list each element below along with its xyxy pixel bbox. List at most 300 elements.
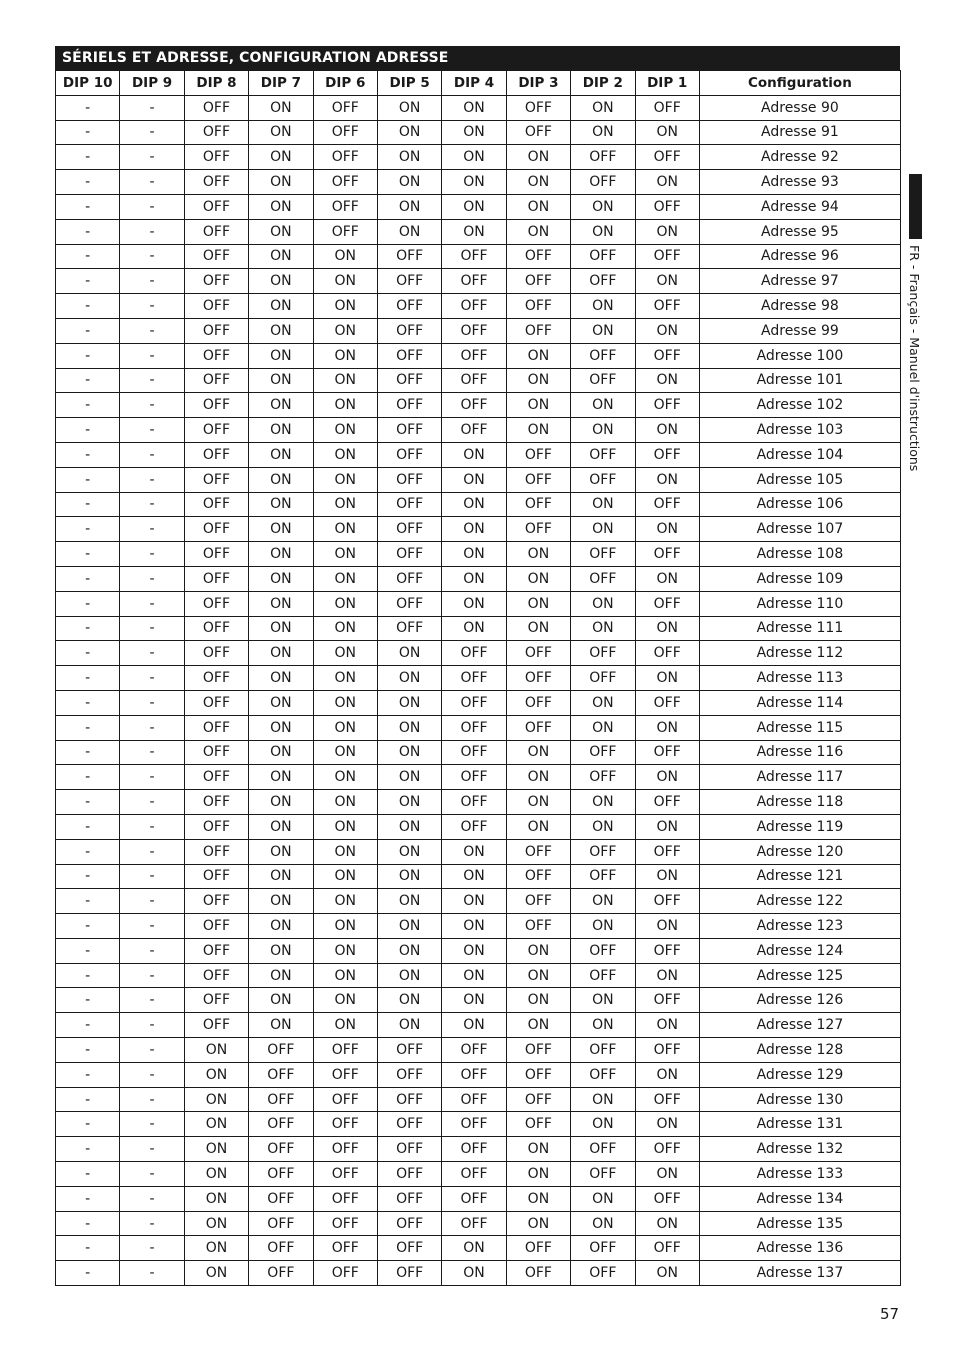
- table-row: [56, 1112, 901, 1137]
- dip-cell: ON: [313, 542, 377, 567]
- dip-cell: OFF: [184, 914, 248, 939]
- dip-cell: ON: [506, 542, 570, 567]
- table-row: [56, 467, 901, 492]
- dip-cell: -: [56, 467, 120, 492]
- dip-cell: -: [56, 492, 120, 517]
- configuration-cell: Adresse 130: [699, 1087, 900, 1112]
- dip-cell: OFF: [313, 145, 377, 170]
- dip-cell: OFF: [313, 120, 377, 145]
- dip-cell: OFF: [442, 294, 506, 319]
- dip-cell: OFF: [635, 194, 699, 219]
- dip-cell: ON: [249, 839, 313, 864]
- dip-cell: ON: [442, 517, 506, 542]
- table-row: [56, 765, 901, 790]
- dip-cell: ON: [313, 715, 377, 740]
- dip-cell: ON: [377, 790, 441, 815]
- dip-cell: OFF: [442, 1162, 506, 1187]
- dip-cell: -: [120, 442, 184, 467]
- dip-cell: ON: [635, 765, 699, 790]
- dip-cell: OFF: [442, 418, 506, 443]
- configuration-cell: Adresse 95: [699, 219, 900, 244]
- dip-cell: -: [120, 566, 184, 591]
- dip-cell: -: [120, 690, 184, 715]
- dip-cell: OFF: [506, 269, 570, 294]
- dip-cell: OFF: [442, 1137, 506, 1162]
- dip-cell: ON: [635, 1013, 699, 1038]
- dip-cell: OFF: [184, 219, 248, 244]
- dip-cell: ON: [506, 814, 570, 839]
- dip-cell: OFF: [571, 566, 635, 591]
- dip-cell: ON: [635, 814, 699, 839]
- dip-cell: OFF: [506, 467, 570, 492]
- dip-cell: OFF: [635, 1137, 699, 1162]
- dip-cell: -: [56, 442, 120, 467]
- dip-cell: OFF: [249, 1261, 313, 1286]
- dip-cell: OFF: [184, 442, 248, 467]
- dip-cell: OFF: [571, 368, 635, 393]
- dip-cell: ON: [571, 1211, 635, 1236]
- dip-cell: OFF: [442, 740, 506, 765]
- dip-cell: ON: [377, 95, 441, 120]
- dip-cell: OFF: [184, 963, 248, 988]
- configuration-cell: Adresse 96: [699, 244, 900, 269]
- table-row: [56, 1062, 901, 1087]
- dip-cell: OFF: [442, 765, 506, 790]
- dip-cell: ON: [506, 938, 570, 963]
- dip-cell: OFF: [184, 318, 248, 343]
- dip-cell: OFF: [184, 988, 248, 1013]
- configuration-cell: Adresse 135: [699, 1211, 900, 1236]
- dip-cell: OFF: [184, 244, 248, 269]
- dip-cell: OFF: [506, 1062, 570, 1087]
- dip-cell: ON: [249, 95, 313, 120]
- dip-cell: ON: [506, 368, 570, 393]
- dip-cell: OFF: [506, 690, 570, 715]
- dip-cell: OFF: [442, 1038, 506, 1063]
- dip-cell: OFF: [184, 864, 248, 889]
- dip-cell: OFF: [506, 666, 570, 691]
- dip-cell: -: [56, 814, 120, 839]
- dip-cell: OFF: [377, 616, 441, 641]
- dip-cell: OFF: [249, 1162, 313, 1187]
- dip-cell: OFF: [442, 1211, 506, 1236]
- dip-cell: OFF: [506, 864, 570, 889]
- dip-cell: OFF: [506, 120, 570, 145]
- dip-cell: OFF: [506, 1236, 570, 1261]
- dip-cell: ON: [249, 269, 313, 294]
- dip-cell: OFF: [635, 1186, 699, 1211]
- page-number: 57: [880, 1305, 900, 1323]
- dip-cell: OFF: [377, 542, 441, 567]
- dip-cell: ON: [442, 145, 506, 170]
- configuration-cell: Adresse 124: [699, 938, 900, 963]
- dip-cell: ON: [249, 418, 313, 443]
- dip-cell: OFF: [506, 839, 570, 864]
- dip-cell: ON: [571, 616, 635, 641]
- dip-cell: ON: [249, 641, 313, 666]
- dip-cell: -: [120, 1211, 184, 1236]
- table-row: [56, 1211, 901, 1236]
- dip-cell: ON: [313, 963, 377, 988]
- dip-cell: -: [120, 839, 184, 864]
- configuration-cell: Adresse 90: [699, 95, 900, 120]
- dip-cell: ON: [571, 715, 635, 740]
- configuration-cell: Adresse 94: [699, 194, 900, 219]
- dip-cell: OFF: [377, 517, 441, 542]
- dip-cell: ON: [377, 839, 441, 864]
- table-row: [56, 1261, 901, 1286]
- dip-cell: -: [120, 715, 184, 740]
- column-header: DIP 8: [184, 71, 248, 96]
- dip-cell: OFF: [506, 1038, 570, 1063]
- dip-cell: OFF: [313, 219, 377, 244]
- dip-cell: ON: [377, 864, 441, 889]
- dip-cell: -: [120, 1087, 184, 1112]
- dip-cell: -: [56, 393, 120, 418]
- dip-cell: OFF: [313, 170, 377, 195]
- dip-cell: -: [56, 95, 120, 120]
- dip-cell: ON: [313, 839, 377, 864]
- dip-cell: -: [56, 740, 120, 765]
- dip-cell: ON: [313, 492, 377, 517]
- dip-cell: ON: [571, 988, 635, 1013]
- dip-cell: -: [120, 194, 184, 219]
- dip-cell: OFF: [506, 244, 570, 269]
- dip-cell: -: [120, 790, 184, 815]
- dip-cell: ON: [571, 1087, 635, 1112]
- dip-cell: OFF: [635, 591, 699, 616]
- table-row: [56, 517, 901, 542]
- dip-cell: -: [56, 790, 120, 815]
- dip-cell: OFF: [313, 1211, 377, 1236]
- dip-cell: OFF: [184, 790, 248, 815]
- dip-cell: ON: [249, 170, 313, 195]
- dip-cell: ON: [635, 715, 699, 740]
- dip-cell: ON: [442, 591, 506, 616]
- configuration-cell: Adresse 92: [699, 145, 900, 170]
- dip-cell: -: [56, 1236, 120, 1261]
- dip-cell: ON: [249, 542, 313, 567]
- dip-cell: OFF: [184, 765, 248, 790]
- dip-cell: ON: [249, 318, 313, 343]
- table-row: [56, 219, 901, 244]
- dip-cell: ON: [635, 170, 699, 195]
- table-row: [56, 120, 901, 145]
- dip-cell: OFF: [313, 1261, 377, 1286]
- dip-cell: ON: [442, 914, 506, 939]
- dip-cell: OFF: [442, 641, 506, 666]
- dip-cell: OFF: [377, 368, 441, 393]
- dip-cell: ON: [184, 1186, 248, 1211]
- dip-cell: ON: [571, 393, 635, 418]
- dip-cell: -: [120, 95, 184, 120]
- dip-cell: OFF: [442, 244, 506, 269]
- table-row: [56, 1162, 901, 1187]
- dip-cell: OFF: [635, 542, 699, 567]
- dip-cell: ON: [249, 294, 313, 319]
- dip-cell: -: [120, 318, 184, 343]
- configuration-cell: Adresse 129: [699, 1062, 900, 1087]
- table-row: [56, 988, 901, 1013]
- dip-cell: OFF: [442, 1186, 506, 1211]
- dip-cell: -: [56, 988, 120, 1013]
- dip-cell: ON: [442, 95, 506, 120]
- dip-cell: ON: [571, 1112, 635, 1137]
- dip-cell: OFF: [506, 318, 570, 343]
- dip-cell: ON: [506, 1137, 570, 1162]
- dip-cell: ON: [442, 864, 506, 889]
- side-language-label: FR - Français - Manuel d'instructions: [907, 245, 922, 472]
- configuration-cell: Adresse 114: [699, 690, 900, 715]
- dip-cell: ON: [249, 1013, 313, 1038]
- dip-cell: -: [56, 244, 120, 269]
- dip-cell: ON: [184, 1137, 248, 1162]
- dip-cell: -: [120, 145, 184, 170]
- dip-cell: -: [56, 914, 120, 939]
- dip-cell: ON: [313, 269, 377, 294]
- dip-cell: OFF: [571, 1162, 635, 1187]
- dip-cell: ON: [249, 690, 313, 715]
- dip-cell: -: [120, 666, 184, 691]
- dip-cell: -: [56, 269, 120, 294]
- table-row: [56, 641, 901, 666]
- dip-cell: ON: [313, 467, 377, 492]
- dip-cell: ON: [506, 566, 570, 591]
- dip-cell: -: [120, 765, 184, 790]
- dip-cell: ON: [184, 1162, 248, 1187]
- dip-cell: OFF: [635, 938, 699, 963]
- dip-cell: ON: [635, 318, 699, 343]
- dip-cell: -: [120, 120, 184, 145]
- table-row: [56, 492, 901, 517]
- dip-cell: ON: [313, 418, 377, 443]
- dip-cell: OFF: [377, 343, 441, 368]
- dip-cell: ON: [506, 616, 570, 641]
- dip-cell: -: [56, 1038, 120, 1063]
- dip-cell: ON: [313, 318, 377, 343]
- configuration-cell: Adresse 106: [699, 492, 900, 517]
- dip-cell: -: [56, 566, 120, 591]
- dip-cell: ON: [442, 467, 506, 492]
- dip-cell: ON: [249, 219, 313, 244]
- dip-cell: -: [120, 517, 184, 542]
- dip-cell: ON: [184, 1112, 248, 1137]
- dip-cell: ON: [377, 666, 441, 691]
- dip-cell: ON: [377, 194, 441, 219]
- dip-cell: OFF: [635, 492, 699, 517]
- table-row: [56, 1087, 901, 1112]
- dip-cell: -: [56, 1137, 120, 1162]
- table-row: [56, 1013, 901, 1038]
- table-row: [56, 889, 901, 914]
- dip-cell: ON: [249, 616, 313, 641]
- configuration-cell: Adresse 125: [699, 963, 900, 988]
- dip-cell: ON: [635, 963, 699, 988]
- dip-cell: OFF: [635, 988, 699, 1013]
- side-tab-marker: [909, 174, 922, 239]
- dip-cell: ON: [249, 145, 313, 170]
- column-header: DIP 10: [56, 71, 120, 96]
- dip-cell: OFF: [377, 269, 441, 294]
- dip-cell: OFF: [184, 492, 248, 517]
- dip-cell: ON: [506, 1162, 570, 1187]
- dip-cell: -: [120, 591, 184, 616]
- table-row: [56, 1186, 901, 1211]
- dip-cell: OFF: [571, 269, 635, 294]
- dip-cell: ON: [571, 194, 635, 219]
- dip-cell: OFF: [571, 864, 635, 889]
- dip-cell: OFF: [506, 914, 570, 939]
- dip-cell: -: [56, 1087, 120, 1112]
- dip-cell: -: [120, 1162, 184, 1187]
- dip-cell: OFF: [442, 666, 506, 691]
- dip-cell: -: [56, 1062, 120, 1087]
- dip-cell: -: [120, 1112, 184, 1137]
- dip-cell: ON: [635, 1211, 699, 1236]
- dip-cell: ON: [313, 616, 377, 641]
- dip-cell: ON: [571, 418, 635, 443]
- dip-cell: OFF: [635, 393, 699, 418]
- dip-cell: OFF: [635, 145, 699, 170]
- dip-cell: -: [56, 418, 120, 443]
- dip-cell: OFF: [571, 343, 635, 368]
- configuration-cell: Adresse 105: [699, 467, 900, 492]
- table-row: [56, 95, 901, 120]
- dip-cell: -: [120, 1013, 184, 1038]
- dip-cell: -: [56, 1186, 120, 1211]
- dip-cell: OFF: [442, 343, 506, 368]
- dip-cell: OFF: [184, 418, 248, 443]
- dip-cell: ON: [442, 566, 506, 591]
- dip-cell: ON: [571, 591, 635, 616]
- table-row: [56, 864, 901, 889]
- dip-cell: -: [120, 467, 184, 492]
- dip-cell: -: [56, 591, 120, 616]
- configuration-cell: Adresse 91: [699, 120, 900, 145]
- column-header: Configuration: [699, 71, 900, 96]
- dip-cell: ON: [249, 120, 313, 145]
- dip-cell: -: [120, 1038, 184, 1063]
- dip-cell: ON: [249, 988, 313, 1013]
- dip-cell: ON: [635, 616, 699, 641]
- configuration-cell: Adresse 132: [699, 1137, 900, 1162]
- dip-cell: OFF: [184, 616, 248, 641]
- dip-cell: ON: [377, 740, 441, 765]
- dip-cell: ON: [442, 492, 506, 517]
- dip-cell: -: [120, 616, 184, 641]
- dip-cell: ON: [571, 1013, 635, 1038]
- dip-cell: OFF: [184, 740, 248, 765]
- configuration-cell: Adresse 103: [699, 418, 900, 443]
- dip-cell: OFF: [377, 1137, 441, 1162]
- dip-cell: ON: [635, 1261, 699, 1286]
- dip-cell: OFF: [442, 814, 506, 839]
- dip-cell: ON: [249, 715, 313, 740]
- table-body: [56, 95, 901, 1285]
- table-row: [56, 1038, 901, 1063]
- dip-cell: ON: [506, 418, 570, 443]
- dip-cell: OFF: [377, 294, 441, 319]
- dip-cell: ON: [313, 343, 377, 368]
- dip-cell: ON: [249, 765, 313, 790]
- table-row: [56, 294, 901, 319]
- dip-cell: OFF: [377, 318, 441, 343]
- dip-cell: OFF: [635, 740, 699, 765]
- dip-cell: ON: [635, 219, 699, 244]
- dip-cell: ON: [377, 814, 441, 839]
- configuration-cell: Adresse 99: [699, 318, 900, 343]
- dip-cell: OFF: [571, 442, 635, 467]
- table-row: [56, 814, 901, 839]
- dip-cell: -: [56, 517, 120, 542]
- dip-cell: OFF: [377, 1087, 441, 1112]
- table-row: [56, 690, 901, 715]
- dip-cell: OFF: [313, 1162, 377, 1187]
- table-row: [56, 740, 901, 765]
- dip-cell: OFF: [184, 393, 248, 418]
- dip-cell: -: [56, 765, 120, 790]
- dip-cell: ON: [442, 170, 506, 195]
- dip-cell: OFF: [184, 591, 248, 616]
- dip-cell: ON: [249, 740, 313, 765]
- dip-cell: ON: [506, 740, 570, 765]
- dip-cell: OFF: [313, 1087, 377, 1112]
- dip-cell: ON: [313, 988, 377, 1013]
- dip-cell: ON: [377, 963, 441, 988]
- table-row: [56, 269, 901, 294]
- dip-cell: ON: [571, 517, 635, 542]
- table-row: [56, 368, 901, 393]
- dip-cell: OFF: [377, 1236, 441, 1261]
- configuration-cell: Adresse 133: [699, 1162, 900, 1187]
- dip-cell: ON: [442, 219, 506, 244]
- dip-cell: ON: [571, 95, 635, 120]
- dip-cell: ON: [249, 864, 313, 889]
- dip-cell: ON: [442, 938, 506, 963]
- column-header: DIP 3: [506, 71, 570, 96]
- address-config-table: [55, 46, 900, 1286]
- dip-cell: ON: [635, 269, 699, 294]
- dip-cell: ON: [442, 963, 506, 988]
- table-row: [56, 1236, 901, 1261]
- dip-cell: -: [56, 368, 120, 393]
- dip-cell: OFF: [571, 740, 635, 765]
- dip-cell: ON: [249, 442, 313, 467]
- dip-cell: ON: [184, 1038, 248, 1063]
- dip-cell: OFF: [184, 690, 248, 715]
- dip-cell: ON: [635, 1062, 699, 1087]
- dip-cell: ON: [313, 244, 377, 269]
- configuration-cell: Adresse 117: [699, 765, 900, 790]
- column-header: DIP 4: [442, 71, 506, 96]
- dip-cell: -: [56, 666, 120, 691]
- dip-cell: OFF: [635, 343, 699, 368]
- dip-cell: -: [56, 889, 120, 914]
- dip-cell: ON: [249, 666, 313, 691]
- dip-cell: ON: [313, 864, 377, 889]
- dip-cell: -: [56, 542, 120, 567]
- dip-cell: -: [56, 294, 120, 319]
- dip-cell: ON: [249, 194, 313, 219]
- table-row: [56, 418, 901, 443]
- dip-cell: ON: [442, 1013, 506, 1038]
- table-row: [56, 170, 901, 195]
- dip-cell: OFF: [377, 1112, 441, 1137]
- dip-cell: ON: [571, 814, 635, 839]
- dip-cell: ON: [635, 467, 699, 492]
- table-row: [56, 566, 901, 591]
- dip-cell: ON: [635, 418, 699, 443]
